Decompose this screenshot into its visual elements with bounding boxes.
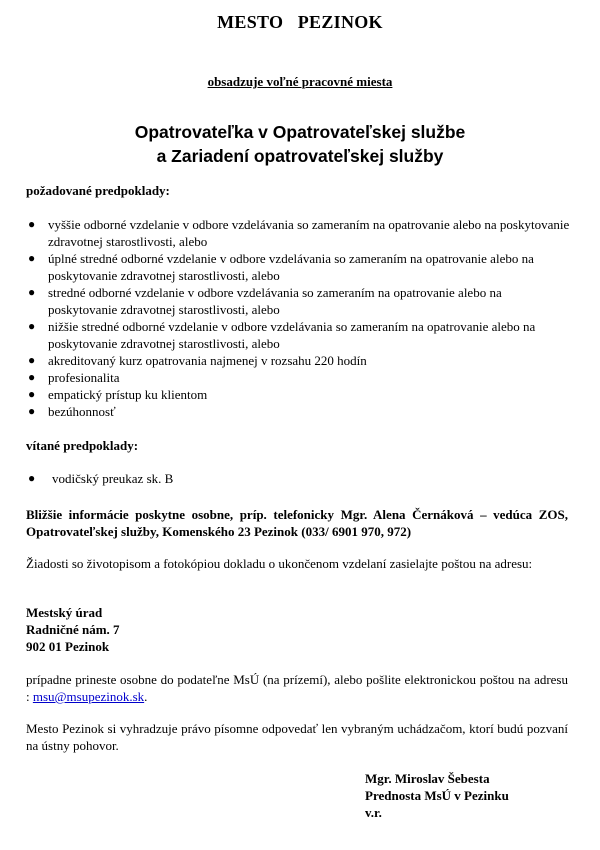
position-title-line-2: a Zariadení opatrovateľskej služby [156,146,444,166]
applications-text: Žiadosti so životopisom a fotokópiou dokladu o ukončenom vzdelaní zasielajte poštou na adresu: [26,556,533,571]
address-line-2: Radničné nám. 7 [26,622,120,637]
requirements-label: požadované predpoklady: [26,183,170,198]
bullet-icon: ● [28,319,36,333]
document-subtitle: obsadzuje voľné pracovné miesta [207,74,393,89]
signatory-role: Prednosta MsÚ v Pezinku [365,788,509,803]
email-link[interactable]: msu@msupezinok.sk [32,689,145,704]
bullet-icon: ● [28,353,36,367]
bullet-icon: ● [28,404,36,418]
signatory-name: Mgr. Miroslav Šebesta [365,771,490,786]
list-item: ● profesionalita [28,370,120,385]
list-item: ● stredné odborné vzdelanie v odbore vzdelávania so zameraním na opatrovanie alebo na poskytovanie zdravotnej starostlivosti, alebo [28,285,502,317]
postal-address [26,604,120,655]
signature-vr: v.r. [365,805,382,820]
address-line-1: Mestský úrad [26,605,103,620]
bullet-icon: ● [28,387,36,401]
list-item: ● vyššie odborné vzdelanie v odbore vzdelávania so zameraním na opatrovanie alebo na poskytovanie zdravotnej starostlivosti, alebo [28,217,570,249]
welcome-label: vítané predpoklady: [26,438,139,453]
signature-block [365,770,509,821]
list-item: ● vodičský preukaz sk. B [28,471,174,486]
document-title: MESTO PEZINOK [217,12,383,32]
requirements-list [26,216,571,420]
address-line-3: 902 01 Pezinok [26,639,110,654]
bullet-icon: ● [28,251,36,265]
list-item: ● úplné stredné odborné vzdelanie v odbore vzdelávania so zameraním na opatrovanie alebo na poskytovanie zdravotnej starostlivosti, alebo [28,251,534,283]
bullet-icon: ● [28,285,36,299]
contact-info: Bližšie informácie poskytne osobne, príp. telefonicky Mgr. Alena Černáková – vedúca ZOS, Opatrovateľskej služby, Komenského 23 Pezinok (033/ 6901 970, 972) [26,507,568,539]
bullet-icon: ● [28,471,36,485]
list-item: ● nižšie stredné odborné vzdelanie v odbore vzdelávania so zameraním na opatrovanie alebo na poskytovanie zdravotnej starostlivosti, alebo [28,319,536,351]
list-item: ● empatický prístup ku klientom [28,387,208,402]
list-item: ● akreditovaný kurz opatrovania najmenej v rozsahu 220 hodín [28,353,367,368]
note-text: Mesto Pezinok si vyhradzuje právo písomne odpovedať len vybraným uchádzačom, ktorí budú pozvaní na ústny pohovor. [26,721,568,753]
position-title-line-1: Opatrovateľka v Opatrovateľskej službe [134,122,466,142]
bullet-icon: ● [28,370,36,384]
alternative-text: prípadne prineste osobne do podateľne MsÚ (na prízemí), alebo pošlite elektronickou poštou na adresu : msu@msupezinok.sk. [26,672,568,704]
list-item: ● bezúhonnosť [28,404,116,419]
welcome-list [26,470,571,487]
bullet-icon: ● [28,217,36,231]
